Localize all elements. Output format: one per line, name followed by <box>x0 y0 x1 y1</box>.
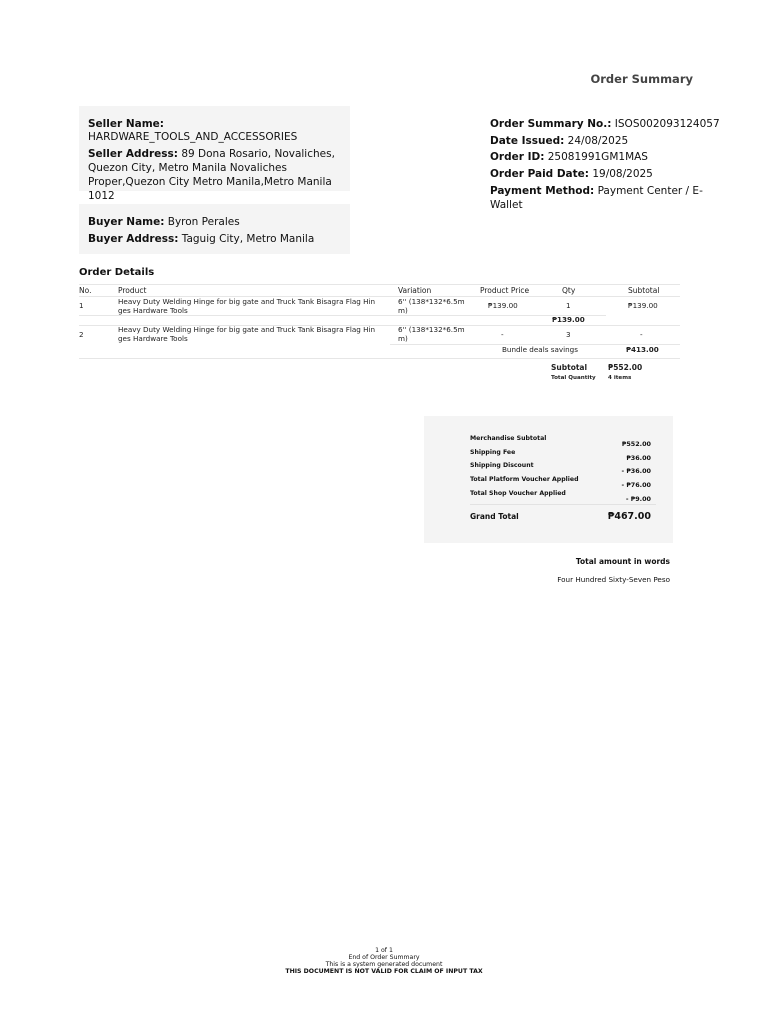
amount-words-label: Total amount in words <box>575 557 670 566</box>
order-id-label: Order ID: <box>490 151 545 163</box>
amount-words-value: Four Hundred Sixty-Seven Peso <box>557 575 670 584</box>
date-issued-label: Date Issued: <box>490 135 565 147</box>
document-title: Order Summary <box>590 72 693 86</box>
seller-name: HARDWARE_TOOLS_AND_ACCESSORIES <box>88 131 298 143</box>
order-id-line <box>490 150 720 164</box>
order-summary-no-line <box>490 117 720 131</box>
shipping-discount-value: - ₱36.00 <box>621 467 651 475</box>
payment-method: Payment Center / E- <box>594 185 703 197</box>
row1-product-line1: Heavy Duty Welding Hinge for big gate and Truck Tank Bisagra Flag Hin <box>118 297 376 306</box>
order-summary-no-label: Order Summary No.: <box>490 118 612 130</box>
seller-address-line4: 1012 <box>88 190 115 202</box>
row1-qty: 1 <box>566 301 571 310</box>
shipping-fee-value: ₱36.00 <box>626 454 651 462</box>
bundle-deals-value: ₱413.00 <box>626 345 659 354</box>
buyer-info-box <box>79 204 350 254</box>
row2-subtotal: - <box>640 330 643 339</box>
summary-divider <box>470 504 656 505</box>
row2-product-line1: Heavy Duty Welding Hinge for big gate and Truck Tank Bisagra Flag Hin <box>118 325 376 334</box>
seller-name-label: Seller Name: <box>88 118 164 130</box>
subtotal-value: ₱552.00 <box>608 363 643 372</box>
buyer-address-label: Buyer Address: <box>88 233 179 245</box>
seller-address-line3: Proper,Quezon City Metro Manila,Metro Manila <box>88 176 332 188</box>
header-no: No. <box>79 286 92 295</box>
buyer-name-line <box>88 215 343 229</box>
row2-variation-line2: m) <box>398 333 408 343</box>
header-variation: Variation <box>398 286 432 295</box>
order-details-title: Order Details <box>79 267 155 278</box>
order-paid-date: 19/08/2025 <box>589 168 653 180</box>
table-top-border <box>79 284 680 285</box>
buyer-name: Byron Perales <box>164 216 240 228</box>
bundle-deals-label: Bundle deals savings <box>502 345 578 354</box>
row1-border <box>79 315 606 316</box>
header-product: Product <box>118 286 147 295</box>
footer-page-number: 1 of 1 <box>375 947 393 954</box>
order-summary-no: ISOS002093124057 <box>611 118 720 130</box>
shop-voucher-label: Total Shop Voucher Applied <box>470 490 566 497</box>
subtotal-label: Subtotal <box>551 363 588 372</box>
header-qty: Qty <box>562 286 576 295</box>
total-quantity-label: Total Quantity <box>551 375 596 381</box>
row2-no: 2 <box>79 330 84 339</box>
table-bottom-border <box>79 358 680 359</box>
buyer-address: Taguig City, Metro Manila <box>178 233 315 245</box>
footer-system-text: This is a system generated document <box>325 961 443 968</box>
shipping-discount-label: Shipping Discount <box>470 462 534 469</box>
payment-method-line <box>490 184 720 198</box>
row2-price: - <box>501 330 504 339</box>
date-issued-line <box>490 134 720 148</box>
seller-address-line1 <box>88 147 343 161</box>
row1-variation-line2: m) <box>398 305 408 315</box>
row1-subtotal: ₱139.00 <box>628 301 658 310</box>
order-paid-date-label: Order Paid Date: <box>490 168 589 180</box>
row1-variation <box>398 298 465 315</box>
header-subtotal: Subtotal <box>628 286 660 295</box>
shop-voucher-value: - ₱9.00 <box>625 495 651 503</box>
row1-variation-line1: 6'' (138*132*6.5m <box>398 297 465 306</box>
payment-method-label: Payment Method: <box>490 185 595 197</box>
grand-total-value: ₱467.00 <box>607 511 651 522</box>
buyer-address-line <box>88 232 343 246</box>
footer-end-text: End of Order Summary <box>348 954 420 961</box>
row2-variation-line1: 6'' (138*132*6.5m <box>398 325 465 334</box>
payment-method-line2: Wallet <box>490 199 523 211</box>
row1-product-line2: ges Hardware Tools <box>118 305 188 315</box>
total-quantity-value: 4 items <box>608 375 632 381</box>
seller-address-line2: Quezon City, Metro Manila Novaliches <box>88 162 287 174</box>
header-product-price: Product Price <box>480 286 530 295</box>
merchandise-subtotal-value: ₱552.00 <box>621 440 651 448</box>
row2-product <box>118 326 388 343</box>
platform-voucher-value: - ₱76.00 <box>621 481 651 489</box>
row2-variation <box>398 326 465 343</box>
buyer-name-label: Buyer Name: <box>88 216 165 228</box>
platform-voucher-label: Total Platform Voucher Applied <box>470 476 579 483</box>
order-id: 25081991GM1MAS <box>544 151 648 163</box>
shipping-fee-label: Shipping Fee <box>470 449 516 456</box>
row2-qty: 3 <box>566 330 571 339</box>
footer-notice: THIS DOCUMENT IS NOT VALID FOR CLAIM OF INPUT TAX <box>285 968 483 975</box>
merchandise-subtotal-label: Merchandise Subtotal <box>470 435 547 442</box>
row1-product <box>118 298 388 315</box>
order-paid-date-line <box>490 167 720 181</box>
row1-no: 1 <box>79 301 84 310</box>
seller-address-label: Seller Address: <box>88 148 178 160</box>
row1-price: ₱139.00 <box>488 301 518 310</box>
date-issued: 24/08/2025 <box>564 135 629 147</box>
seller-address-value: 89 Dona Rosario, Novaliches, <box>178 148 335 160</box>
row2-product-line2: ges Hardware Tools <box>118 333 188 343</box>
grand-total-label: Grand Total <box>470 512 519 521</box>
bundle-price: ₱139.00 <box>552 315 585 324</box>
